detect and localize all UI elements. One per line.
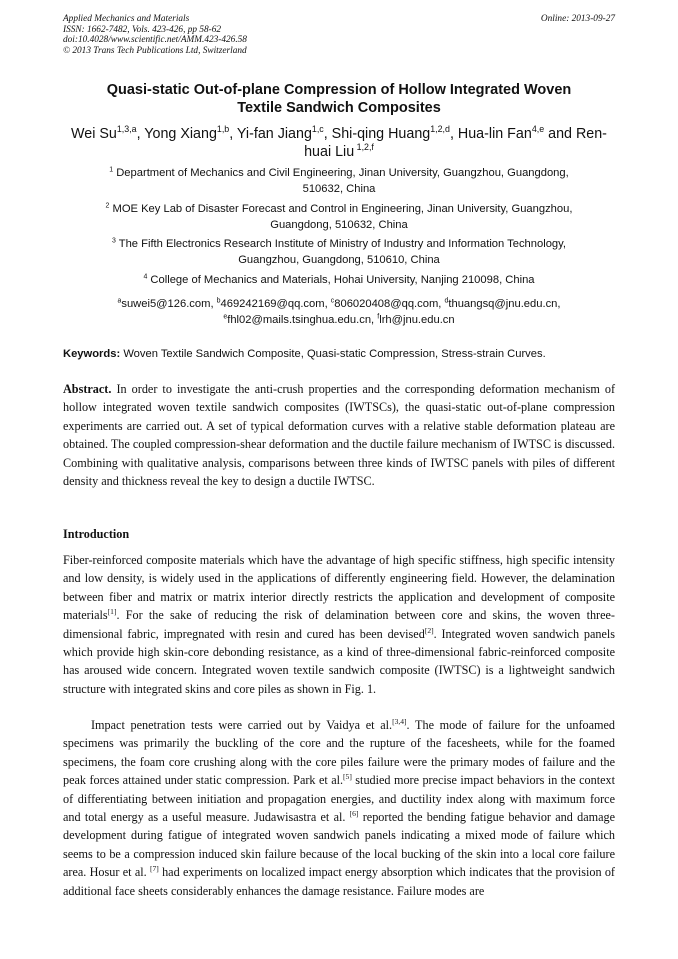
author-sup: 1,2,f [354,141,374,152]
paragraph-text: . The mode of failure for the unfoamed specimens was primarily the buckling of the core and the rupture of the facesheets, while for the foamed specimens, the foam core crushing along with the core piles failure were the primary modes of failure and the peak forces attained under static compression. Park et al. [63,718,615,788]
author-name: Wei Su [71,126,117,142]
citation-ref[interactable]: [2] [424,625,434,635]
affiliation-line: 510632, China [302,182,376,195]
journal-header [63,14,615,56]
citation-ref[interactable]: [3,4] [392,716,407,726]
affiliation-num: 2 [105,202,110,210]
author-sup: 4,e [531,124,545,135]
author-sup: 1,b [216,124,230,135]
email-sup: c [330,297,335,305]
affiliation-line: MOE Key Lab of Disaster Forecast and Control in Engineering, Jinan University, Guangzhou, [112,203,573,215]
affiliation [63,237,615,268]
issn-line: ISSN: 1662-7482, Vols. 423-426, pp 58-62 [63,24,222,35]
email-sup: f [377,312,380,320]
citation-ref[interactable]: [6] [349,808,359,818]
title-line-1: Quasi-static Out-of-plane Compression of Hollow Integrated Woven [106,82,572,98]
intro-paragraph-2 [63,716,615,900]
author-name: Shi-qing Huang [331,126,431,142]
paragraph-text: . For the sake of reducing the risk of delamination between core and skins, the woven three-dimensional fabric, impregnated with resin and cured has been devised [63,608,615,641]
email-list [63,297,615,328]
section-heading-introduction: Introduction [63,527,130,541]
email-sep: , [438,298,445,310]
author [458,126,576,142]
author-sup: 1,c [311,124,324,135]
email-sep: , [210,298,217,310]
title-line-2: Textile Sandwich Composites [237,99,441,116]
author-sep: and [544,126,576,142]
paragraph-text: studied more precise impact behaviors in the context of differentiating between initiation and propagation energies, and ductility index along with maximum force and total energy as a useful measure. Judawisastra et al. [63,773,615,825]
author [71,126,144,142]
author-name: Ren-huai Liu [304,126,607,160]
affiliation-line: College of Mechanics and Materials, Hohai University, Nanjing 210098, China [150,274,535,286]
email-link[interactable]: 469242169@qq.com [220,298,325,310]
keywords-label: Keywords: [63,348,121,360]
email-sep: , [324,298,331,310]
author-name: Yi-fan Jiang [236,126,312,142]
affiliation [63,202,615,233]
paragraph-text: . Integrated woven sandwich panels which provide high skin-core debonding resistance, as a kind of three-dimensional fabric-reinforced composite has aroused wide concern. Integrated woven textile sandwich composite (IWTSC) is a lightweight sandwich structure with integrated skins and core piles as shown in Fig. 1. [63,626,615,696]
copyright-line: © 2013 Trans Tech Publications Ltd, Switzerland [63,45,247,56]
author [144,126,237,142]
paragraph-text: Fiber-reinforced composite materials which have the advantage of high specific stiffness, high specific intensity and low density, is widely used in the applications of differently engineering field. However, the delamination between fiber and matrix or matrix interior directly restricts the application and development of composite materials [63,553,615,623]
author-sup: 1,2,d [430,124,450,135]
email-link[interactable]: suwei5@126.com [121,298,211,310]
email-link[interactable]: 806020408@qq.com [334,298,439,310]
author [237,126,332,142]
online-date: Online: 2013-09-27 [540,14,615,24]
keywords [63,347,623,362]
abstract-text: In order to investigate the anti-crush properties and the corresponding deformation mechanism of hollow integrated woven textile sandwich composites (IWTSCs), the quasi-static out-of-plane compression experiments are carried out. A set of typical deformation curves with a relative stable deformation plateau are obtained. The coupled compression-shear deformation and the ductile failure mechanism of IWTSC is discussed. Combining with qualitative analysis, comparisons between three kinds of IWTSC panels with piles of different density and thickness reveal the key to design a ductile IWTSC. [63,382,615,489]
email-sep: , [371,313,378,326]
author-list [63,126,615,161]
affiliation-num: 3 [111,237,116,245]
author-sep: , [136,126,145,142]
affiliation-num: 4 [143,273,148,281]
email-link[interactable]: thuangsq@jnu.edu.cn [448,298,558,310]
email-link[interactable]: lrh@jnu.edu.cn [379,313,455,326]
email-sep: , [557,298,561,310]
keywords-text: Woven Textile Sandwich Composite, Quasi-static Compression, Stress-strain Curves. [123,348,546,360]
affiliation-num: 1 [109,166,114,174]
doi-line[interactable]: doi:10.4028/www.scientific.net/AMM.423-426.58 [63,35,247,46]
journal-name: Applied Mechanics and Materials [63,14,190,24]
paragraph-text: reported the bending fatigue behavior and damage development during fatigue of integrated woven sandwich panels indicating a mixed mode of failure which seems to be a compression induced skin failure because of the local bucking of the skin into a local core failure area. Hosur et al. [63,810,615,880]
author-sup: 1,3,a [116,124,137,135]
author-name: Yong Xiang [144,126,217,142]
abstract [63,380,615,490]
affiliation-line: Guangdong, 510632, China [270,218,408,231]
affiliation-line: Guangzhou, Guangdong, 510610, China [238,253,440,266]
author-sep: , [449,126,458,142]
author [332,126,458,142]
email-sup: b [216,297,221,305]
email-sup: d [444,297,449,305]
email-sup: e [223,312,228,320]
citation-ref[interactable]: [7] [149,864,159,874]
affiliation [63,273,615,289]
intro-paragraph-1 [63,551,615,698]
citation-ref[interactable]: [5] [343,772,352,782]
paper-title [63,82,615,117]
citation-ref[interactable]: [1] [107,607,117,617]
abstract-label: Abstract. [63,382,112,396]
affiliation-line: Department of Mechanics and Civil Engineering, Jinan University, Guangzhou, Guangdong, [116,167,569,179]
paragraph-text: Impact penetration tests were carried out by Vaidya et al. [91,718,393,732]
email-sup: a [117,297,122,305]
email-link[interactable]: fhl02@mails.tsinghua.edu.cn [227,313,372,326]
affiliation-line: The Fifth Electronics Research Institute of Ministry of Industry and Information Technology, [118,238,567,250]
author-sep: , [323,126,332,142]
paragraph-text: had experiments on localized impact energy absorption which indicates that the provision of additional face sheets considerably enhances the damage resistance. Failure modes are [63,865,615,898]
author-name: Hua-lin Fan [457,126,532,142]
author-sep: , [229,126,237,142]
affiliation [63,166,615,197]
